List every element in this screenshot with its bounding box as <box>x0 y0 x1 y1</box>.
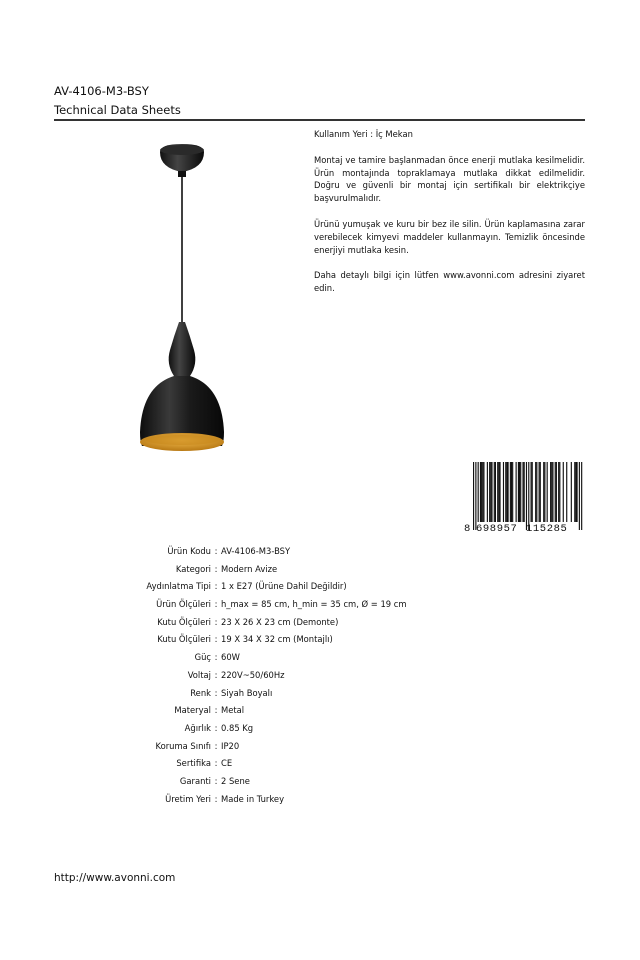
spec-label: Koruma Sınıfı <box>155 740 211 751</box>
info-paragraph-cleaning: Ürünü yumuşak ve kuru bir bez ile silin. Ürün kaplamasına zarar verebilecek kimyevi maddeler kullanmayın. Temizlik öncesinde enerjiyi mutlaka kesin. <box>314 218 585 255</box>
spec-row <box>90 791 407 809</box>
spec-label: Renk <box>190 687 211 698</box>
spec-value: 2 Sene <box>221 775 250 786</box>
spec-value: IP20 <box>221 740 240 751</box>
spec-row <box>90 649 407 667</box>
spec-separator: : <box>214 758 218 769</box>
spec-row <box>90 596 407 614</box>
barcode-bar <box>540 462 541 522</box>
spec-row <box>90 543 407 561</box>
usage-location: Kullanım Yeri : İç Mekan <box>314 129 413 139</box>
spec-label: Sertifika <box>176 758 211 769</box>
spec-label: Kategori <box>175 563 211 574</box>
header-divider <box>54 119 585 121</box>
barcode-bar <box>577 462 578 522</box>
barcode-digit-group-2: 698957 <box>476 523 518 532</box>
barcode-bar <box>508 462 509 522</box>
spec-table <box>90 543 407 808</box>
spec-value: 23 X 26 X 23 cm (Demonte) <box>221 616 339 627</box>
barcode-bar <box>555 462 556 522</box>
barcode-bar <box>473 462 474 530</box>
barcode-bar <box>497 462 498 522</box>
barcode-bar <box>566 462 567 522</box>
spec-label: Kutu Ölçüleri <box>157 616 211 627</box>
barcode-bar <box>552 462 553 522</box>
spec-separator: : <box>214 722 218 733</box>
spec-value: Siyah Boyalı <box>221 687 273 698</box>
barcode-bar <box>481 462 482 522</box>
barcode-bar <box>571 462 572 522</box>
barcode-bar <box>551 462 552 522</box>
spec-value: AV-4106-M3-BSY <box>221 546 291 556</box>
barcode-bar <box>535 462 536 522</box>
spec-row <box>90 738 407 756</box>
spec-row <box>90 631 407 649</box>
spec-value: CE <box>221 758 233 769</box>
spec-separator: : <box>214 634 218 645</box>
barcode-bar <box>544 462 545 522</box>
barcode-bar <box>520 462 521 522</box>
spec-label: Voltaj <box>187 669 211 680</box>
spec-separator: : <box>214 652 218 663</box>
barcode-bar <box>483 462 484 522</box>
spec-separator: : <box>214 669 218 680</box>
barcode-bar <box>543 462 544 522</box>
info-block <box>314 128 585 308</box>
spec-value: Metal <box>221 705 245 716</box>
spec-separator: : <box>214 687 218 698</box>
barcode-bar <box>480 462 481 522</box>
spec-value: h_max = 85 cm, h_min = 35 cm, Ø = 19 cm <box>221 599 407 610</box>
barcode-bar <box>575 462 576 522</box>
spec-separator: : <box>214 581 218 592</box>
barcode-bar <box>539 462 540 522</box>
barcode-bar <box>581 462 582 530</box>
barcode-bar <box>536 462 537 522</box>
spec-label: Aydınlatma Tipi <box>146 581 211 592</box>
barcode-bar <box>478 462 479 522</box>
spec-separator: : <box>214 740 218 751</box>
barcode-bar <box>512 462 513 522</box>
website-url: http://www.avonni.com <box>54 872 176 884</box>
barcode-bar <box>532 462 533 522</box>
spec-row <box>90 720 407 738</box>
spec-row <box>90 561 407 579</box>
barcode-bar <box>494 462 495 522</box>
product-code-heading: AV-4106-M3-BSY <box>54 84 149 98</box>
barcode-bar <box>510 462 511 522</box>
info-paragraph-website: Daha detaylı bilgi için lütfen www.avonni.com adresini ziyaret edin. <box>314 270 585 294</box>
barcode-bar <box>503 462 504 522</box>
document-subtitle: Technical Data Sheets <box>54 103 181 117</box>
barcode-bar <box>490 462 491 522</box>
spec-label: Garanti <box>179 775 211 786</box>
barcode-bar <box>491 462 492 522</box>
barcode-bar <box>574 462 575 522</box>
barcode-bar <box>556 462 557 522</box>
spec-row <box>90 578 407 596</box>
ean13-barcode <box>462 462 584 532</box>
spec-separator: : <box>214 705 218 716</box>
spec-row <box>90 702 407 720</box>
pendant-lamp-image <box>128 140 236 455</box>
spec-separator: : <box>214 599 218 610</box>
spec-label: Ürün Ölçüleri <box>156 599 211 610</box>
barcode-bar <box>559 462 560 522</box>
spec-label: Ürün Kodu <box>167 546 211 556</box>
spec-value: 0.85 Kg <box>221 722 254 733</box>
barcode-bar <box>524 462 525 522</box>
barcode-bar <box>516 462 517 522</box>
spec-value: Made in Turkey <box>221 793 285 804</box>
spec-label: Materyal <box>174 705 211 716</box>
barcode-bar <box>519 462 520 522</box>
barcode-bar <box>563 462 564 522</box>
barcode-bar <box>579 462 580 530</box>
barcode-bar <box>482 462 483 522</box>
barcode-bar <box>505 462 506 522</box>
spec-value: Modern Avize <box>221 563 278 574</box>
spec-separator: : <box>214 775 218 786</box>
spec-label: Kutu Ölçüleri <box>157 634 211 645</box>
barcode-bar <box>558 462 559 522</box>
spec-row <box>90 773 407 791</box>
barcode-digit-group-3: 115285 <box>526 523 568 532</box>
spec-label: Ağırlık <box>184 722 211 733</box>
spec-label: Güç <box>194 652 211 663</box>
spec-value: 60W <box>221 652 240 663</box>
barcode-bar <box>489 462 490 522</box>
barcode-digit-group-1: 8 <box>464 523 471 532</box>
spec-separator: : <box>214 563 218 574</box>
barcode-bar <box>528 462 529 530</box>
spec-row <box>90 667 407 685</box>
barcode-bar <box>511 462 512 522</box>
spec-value: 19 X 34 X 32 cm (Montajlı) <box>221 634 333 645</box>
barcode-bar <box>547 462 548 522</box>
spec-row <box>90 755 407 773</box>
barcode-bar <box>499 462 500 522</box>
spec-separator: : <box>214 793 218 804</box>
info-paragraph-safety: Montaj ve tamire başlanmadan önce enerji mutlaka kesilmelidir. Ürün montajında topraklamaya mutlaka dikkat edilmelidir. Doğru ve güvenli bir montaj için sertifikalı bir elektrikçiye başvurulmalıdır. <box>314 154 585 204</box>
barcode-bar <box>522 462 523 522</box>
spec-separator: : <box>214 616 218 627</box>
barcode-bar <box>518 462 519 522</box>
barcode-bar <box>487 462 488 522</box>
barcode-bar <box>498 462 499 522</box>
barcode-bar <box>550 462 551 522</box>
barcode-bar <box>531 462 532 522</box>
spec-value: 220V~50/60Hz <box>221 669 285 680</box>
spec-separator: : <box>214 546 218 556</box>
spec-label: Üretim Yeri <box>165 793 211 804</box>
spec-value: 1 x E27 (Ürüne Dahil Değildir) <box>221 581 347 592</box>
barcode-bar <box>506 462 507 522</box>
barcode-bar <box>526 462 527 530</box>
barcode-bar <box>495 462 496 522</box>
spec-row <box>90 685 407 703</box>
barcode-bar <box>475 462 476 530</box>
spec-row <box>90 614 407 632</box>
